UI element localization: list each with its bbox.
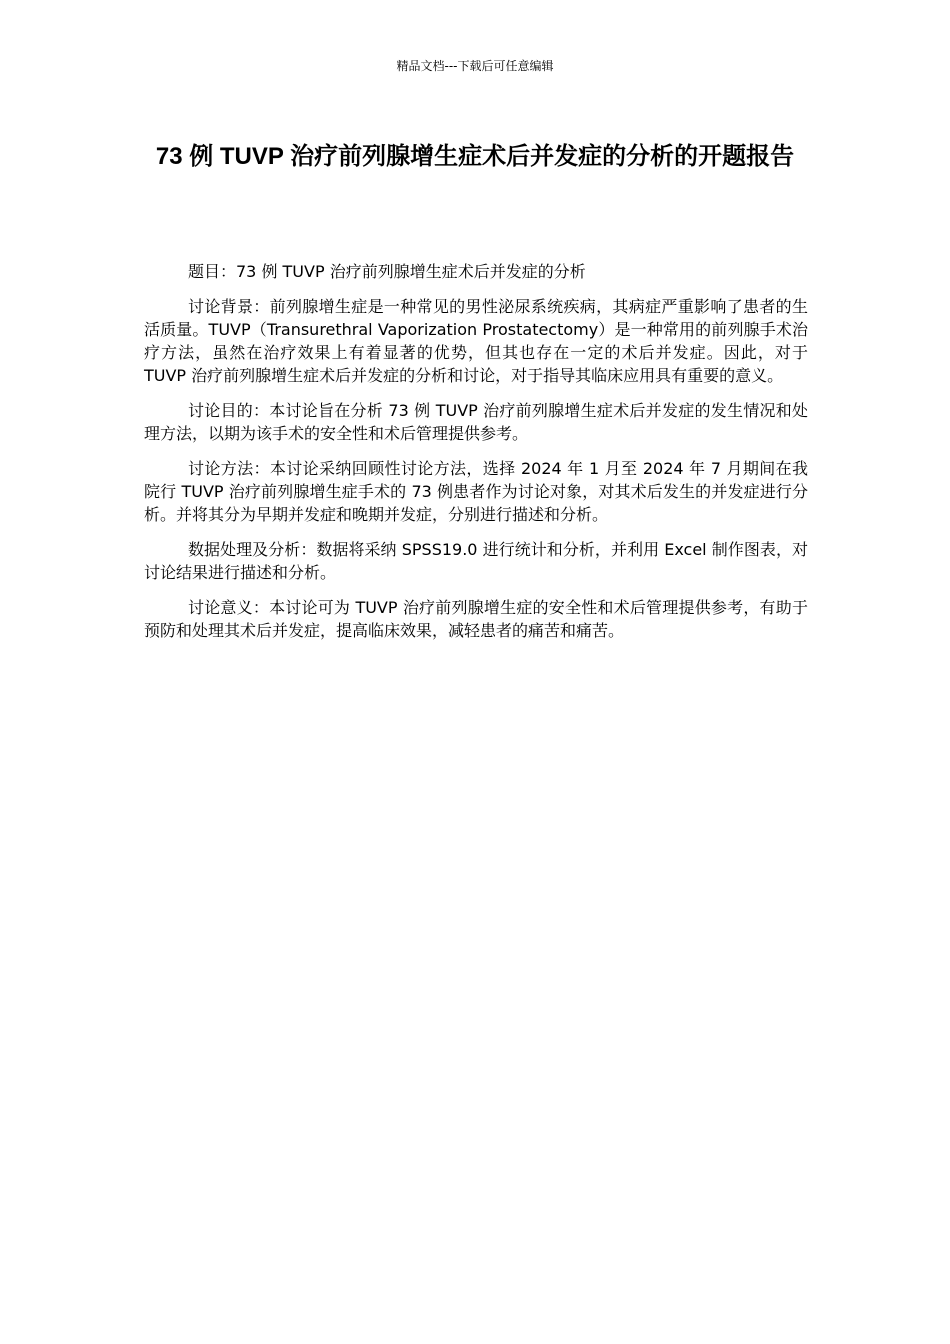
paragraph-method: 讨论方法：本讨论采纳回顾性讨论方法，选择 2024 年 1 月至 2024 年 7 月期间在我院行 TUVP 治疗前列腺增生症手术的 73 例患者作为讨论对象，对其术后发生的并发症进行分析。并将其分为早期并发症和晚期并发症，分别进行描述和分析。 [144,459,808,524]
page-header-note: 精品文档---下载后可任意编辑 [396,59,554,73]
paragraph-topic: 题目：73 例 TUVP 治疗前列腺增生症术后并发症的分析 [188,262,586,281]
paragraph-background: 讨论背景：前列腺增生症是一种常见的男性泌尿系统疾病，其病症严重影响了患者的生活质量。TUVP（Transurethral Vaporization Prostatectomy）是一种常用的前列腺手术治疗方法，虽然在治疗效果上有着显著的优势，但其也存在一定的术后并发症。因此，对于 TUVP 治疗前列腺增生症术后并发症的分析和讨论，对于指导其临床应用具有重要的意义。 [144,297,808,385]
document-body [144,260,808,654]
paragraph-data-analysis: 数据处理及分析：数据将采纳 SPSS19.0 进行统计和分析，并利用 Excel 制作图表，对讨论结果进行描述和分析。 [144,540,808,582]
document-title: 73 例 TUVP 治疗前列腺增生症术后并发症的分析的开题报告 [155,143,795,170]
paragraph-purpose: 讨论目的：本讨论旨在分析 73 例 TUVP 治疗前列腺增生症术后并发症的发生情况和处理方法，以期为该手术的安全性和术后管理提供参考。 [144,401,808,443]
paragraph-significance: 讨论意义：本讨论可为 TUVP 治疗前列腺增生症的安全性和术后管理提供参考，有助于预防和处理其术后并发症，提高临床效果，减轻患者的痛苦和痛苦。 [144,598,808,640]
